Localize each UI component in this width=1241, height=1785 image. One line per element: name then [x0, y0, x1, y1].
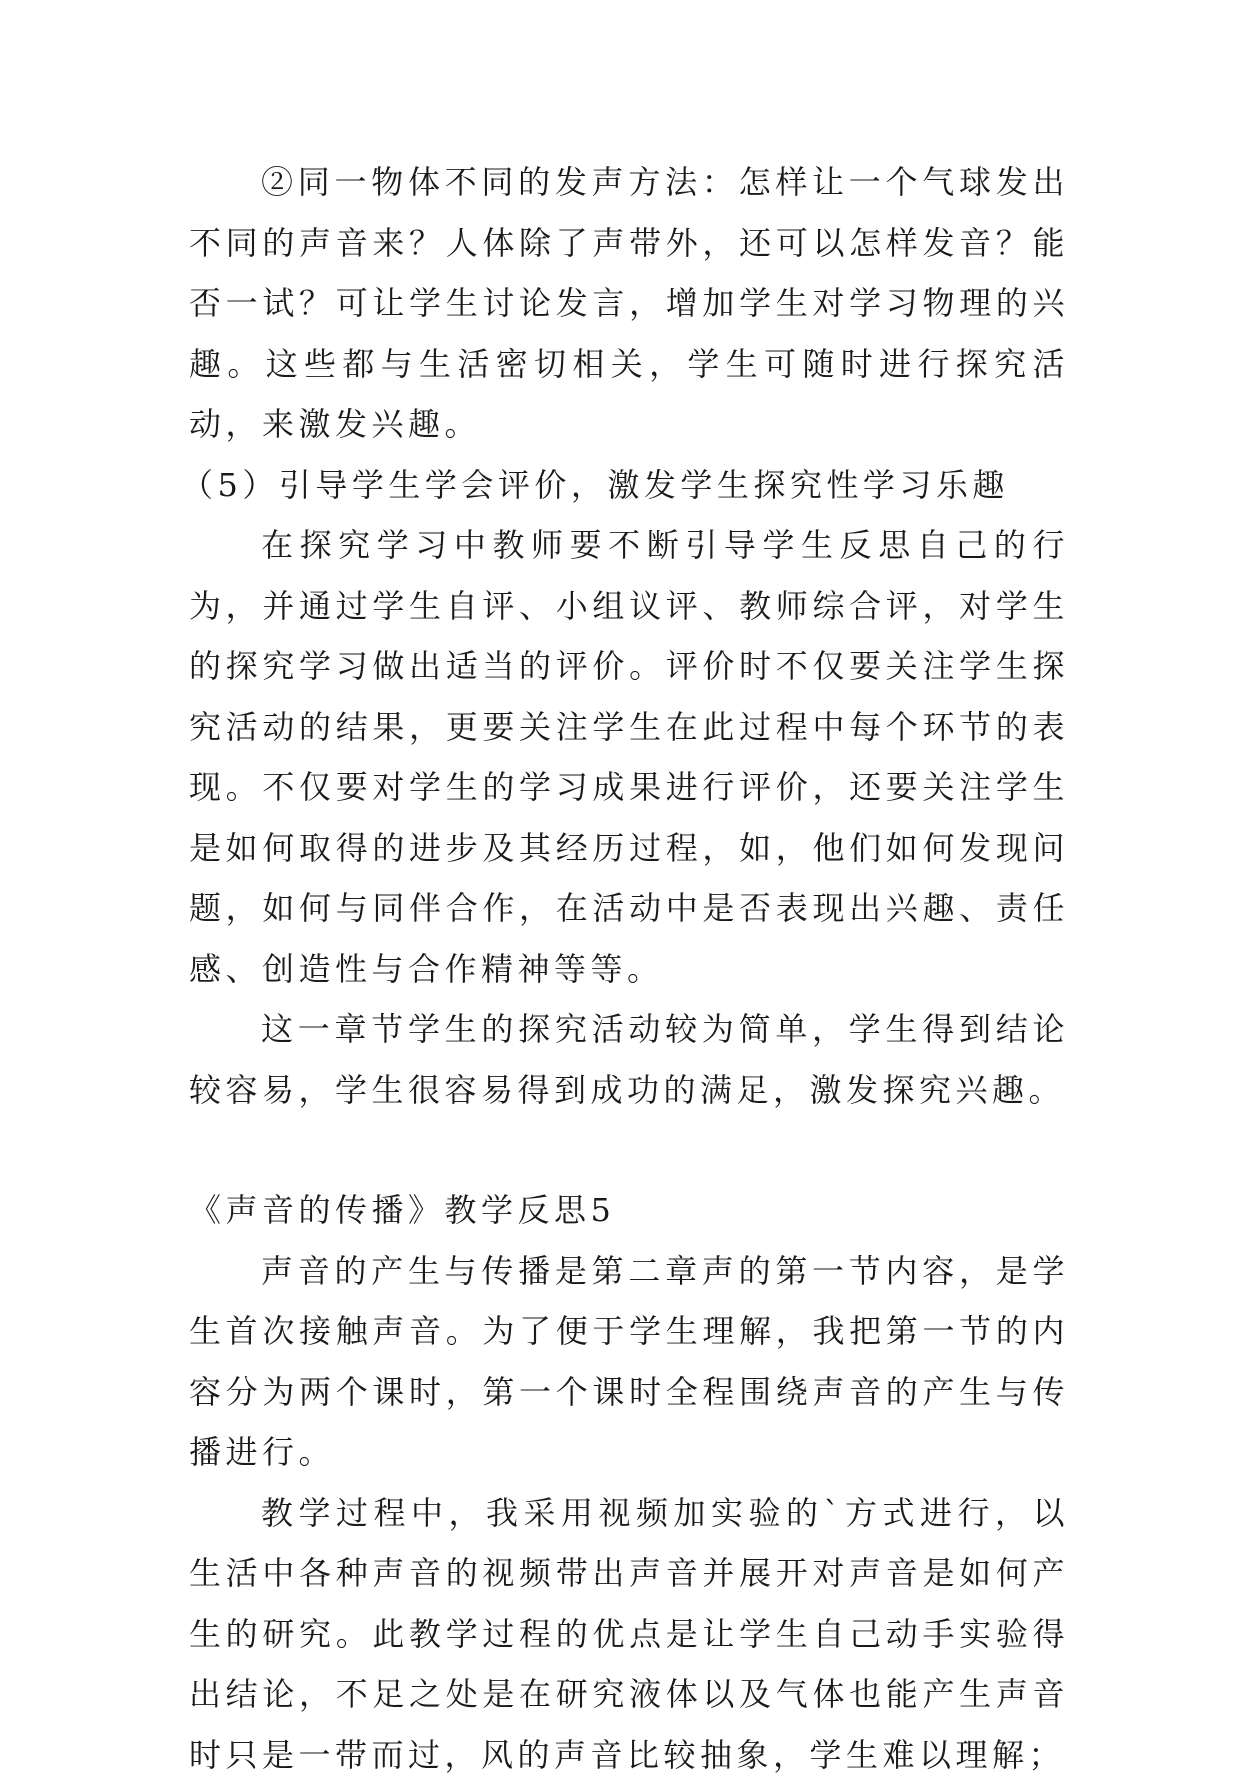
paragraph-evaluation: 在探究学习中教师要不断引导学生反思自己的行为，并通过学生自评、小组议评、教师综合评，对学生的探究学习做出适当的评价。评价时不仅要关注学生探究活动的结果，更要关注学生在此过程中每个环节的表现。不仅要对学生的学习成果进行评价，还要关注学生是如何取得的进步及其经历过程，如，他们如何发现问题，如何与同伴合作，在活动中是否表现出兴趣、责任感、创造性与合作精神等等。 — [189, 515, 1069, 999]
paragraph-intro: 声音的产生与传播是第二章声的第一节内容，是学生首次接触声音。为了便于学生理解，我把第一节的内容分为两个课时，第一个课时全程围绕声音的产生与传播进行。 — [189, 1241, 1069, 1483]
paragraph-chapter-summary: 这一章节学生的探究活动较为简单，学生得到结论较容易，学生很容易得到成功的满足，激发探究兴趣。 — [189, 999, 1069, 1120]
spacer — [189, 1120, 1069, 1180]
section-heading-evaluation: （5）引导学生学会评价，激发学生探究性学习乐趣 — [181, 455, 1069, 516]
document-body — [189, 152, 1069, 1785]
paragraph-teaching-process: 教学过程中，我采用视频加实验的`方式进行，以生活中各种声音的视频带出声音并展开对声音是如何产生的研究。此教学过程的优点是让学生自己动手实验得出结论，不足之处是在研究液体以及气体也能产生声音时只是一带而过，风的声音比较抽象，学生难以理解； — [189, 1483, 1069, 1785]
paragraph-sound-methods: ②同一物体不同的发声方法：怎样让一个气球发出不同的声音来？人体除了声带外，还可以怎样发音？能否一试？可让学生讨论发言，增加学生对学习物理的兴趣。这些都与生活密切相关，学生可随时进行探究活动，来激发兴趣。 — [189, 152, 1069, 455]
article-title: 《声音的传播》教学反思5 — [189, 1180, 1069, 1241]
